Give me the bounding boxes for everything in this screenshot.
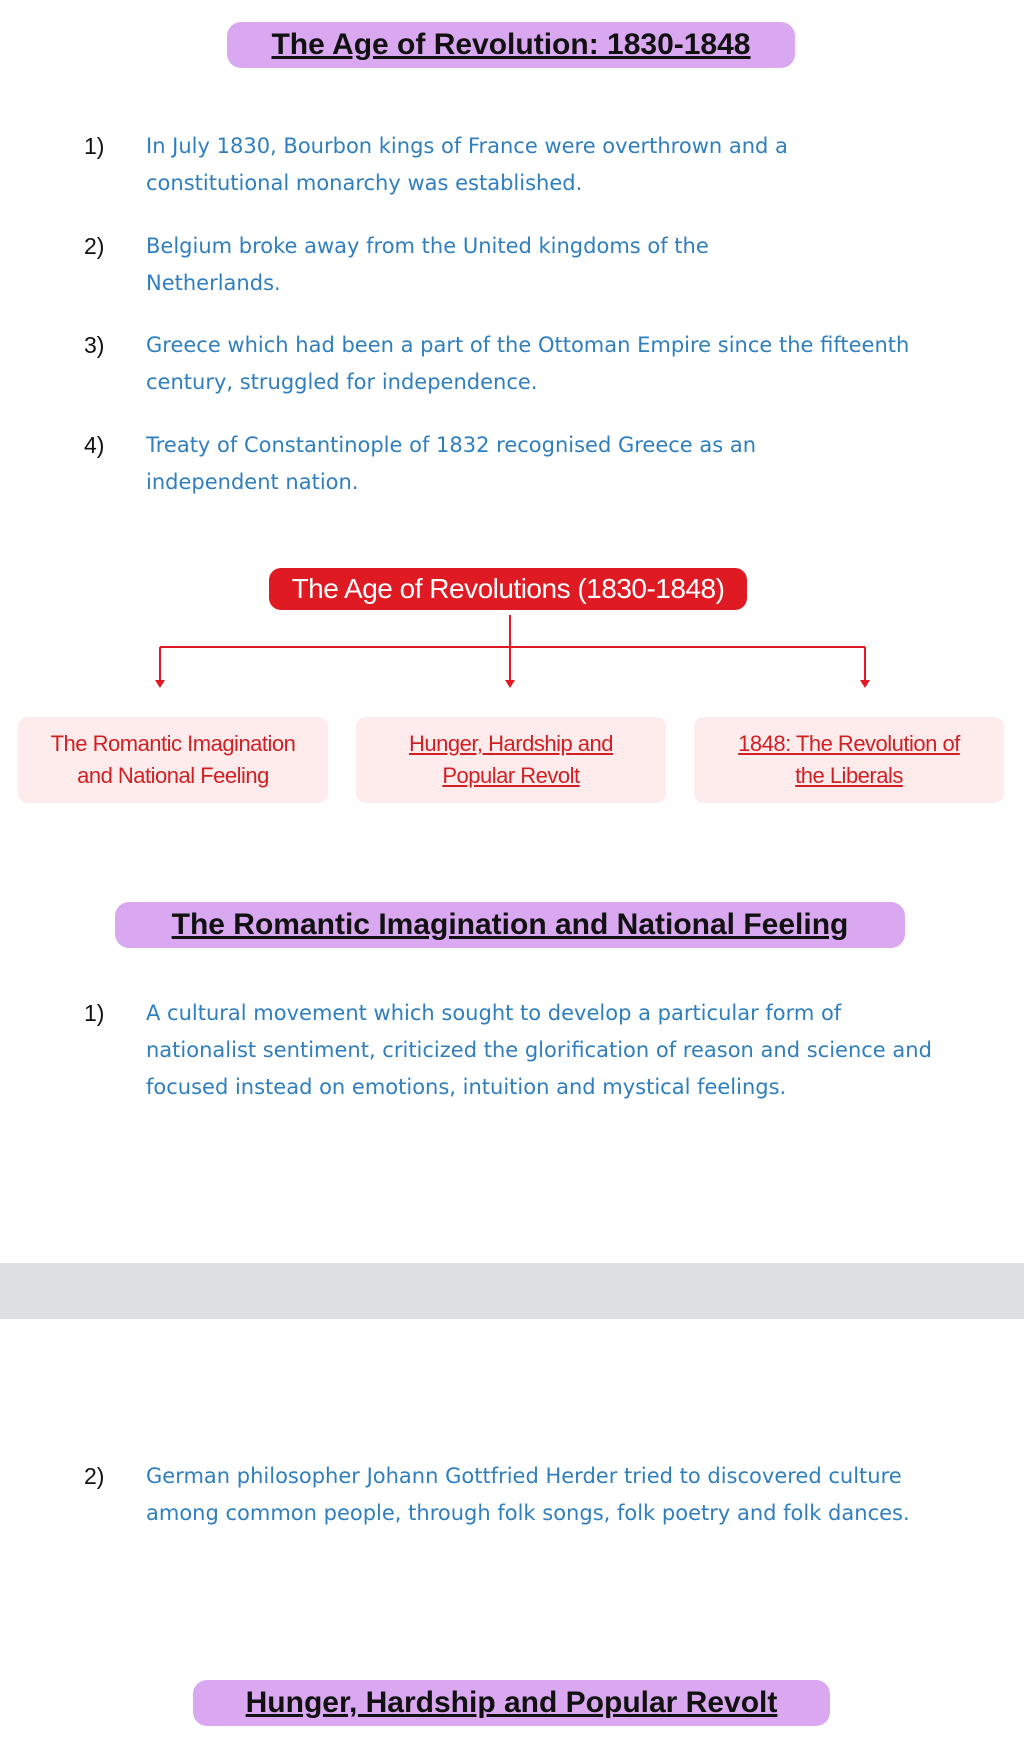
branch-label[interactable]: 1848: The Revolution of the Liberals (738, 731, 960, 788)
item-number: 3) (84, 332, 105, 358)
item-number: 1) (84, 133, 105, 159)
branch-romantic-imagination (18, 717, 328, 803)
branch-label[interactable]: Hunger, Hardship and Popular Revolt (408, 731, 614, 788)
branch-hunger-hardship-link[interactable] (356, 717, 666, 803)
section-title: The Romantic Imagination and National Feeling (115, 902, 905, 948)
item-text: Belgium broke away from the United kingdoms of the Netherlands. (146, 234, 709, 295)
item-text: German philosopher Johann Gottfried Herder tried to discovered culture among common people, through folk songs, folk poetry and folk dances. (146, 1464, 910, 1525)
divider-band (0, 1263, 1024, 1319)
item-text: In July 1830, Bourbon kings of France were overthrown and a constitutional monarchy was established. (146, 134, 788, 195)
section-title: Hunger, Hardship and Popular Revolt (193, 1680, 830, 1726)
arrow-down-icon (860, 680, 870, 688)
branch-label: The Romantic Imagination and National Feeling (50, 731, 296, 788)
diagram-connectors (0, 610, 1024, 700)
arrow-down-icon (155, 680, 165, 688)
item-text: Treaty of Constantinople of 1832 recognised Greece as an independent nation. (146, 433, 757, 494)
branch-revolution-liberals-link[interactable] (694, 717, 1004, 803)
item-number: 4) (84, 432, 105, 458)
item-text: A cultural movement which sought to develop a particular form of nationalist sentiment, criticized the glorification of reason and science and focused instead on emotions, intuition and mystical feelings. (146, 1001, 932, 1099)
diagram-root: The Age of Revolutions (1830-1848) (269, 568, 747, 610)
item-number: 2) (84, 1463, 105, 1489)
page-title: The Age of Revolution: 1830-1848 (227, 22, 795, 68)
item-text: Greece which had been a part of the Ottoman Empire since the fifteenth century, struggled for independence. (146, 333, 910, 394)
item-number: 1) (84, 1000, 105, 1026)
arrow-down-icon (505, 680, 515, 688)
item-number: 2) (84, 233, 105, 259)
